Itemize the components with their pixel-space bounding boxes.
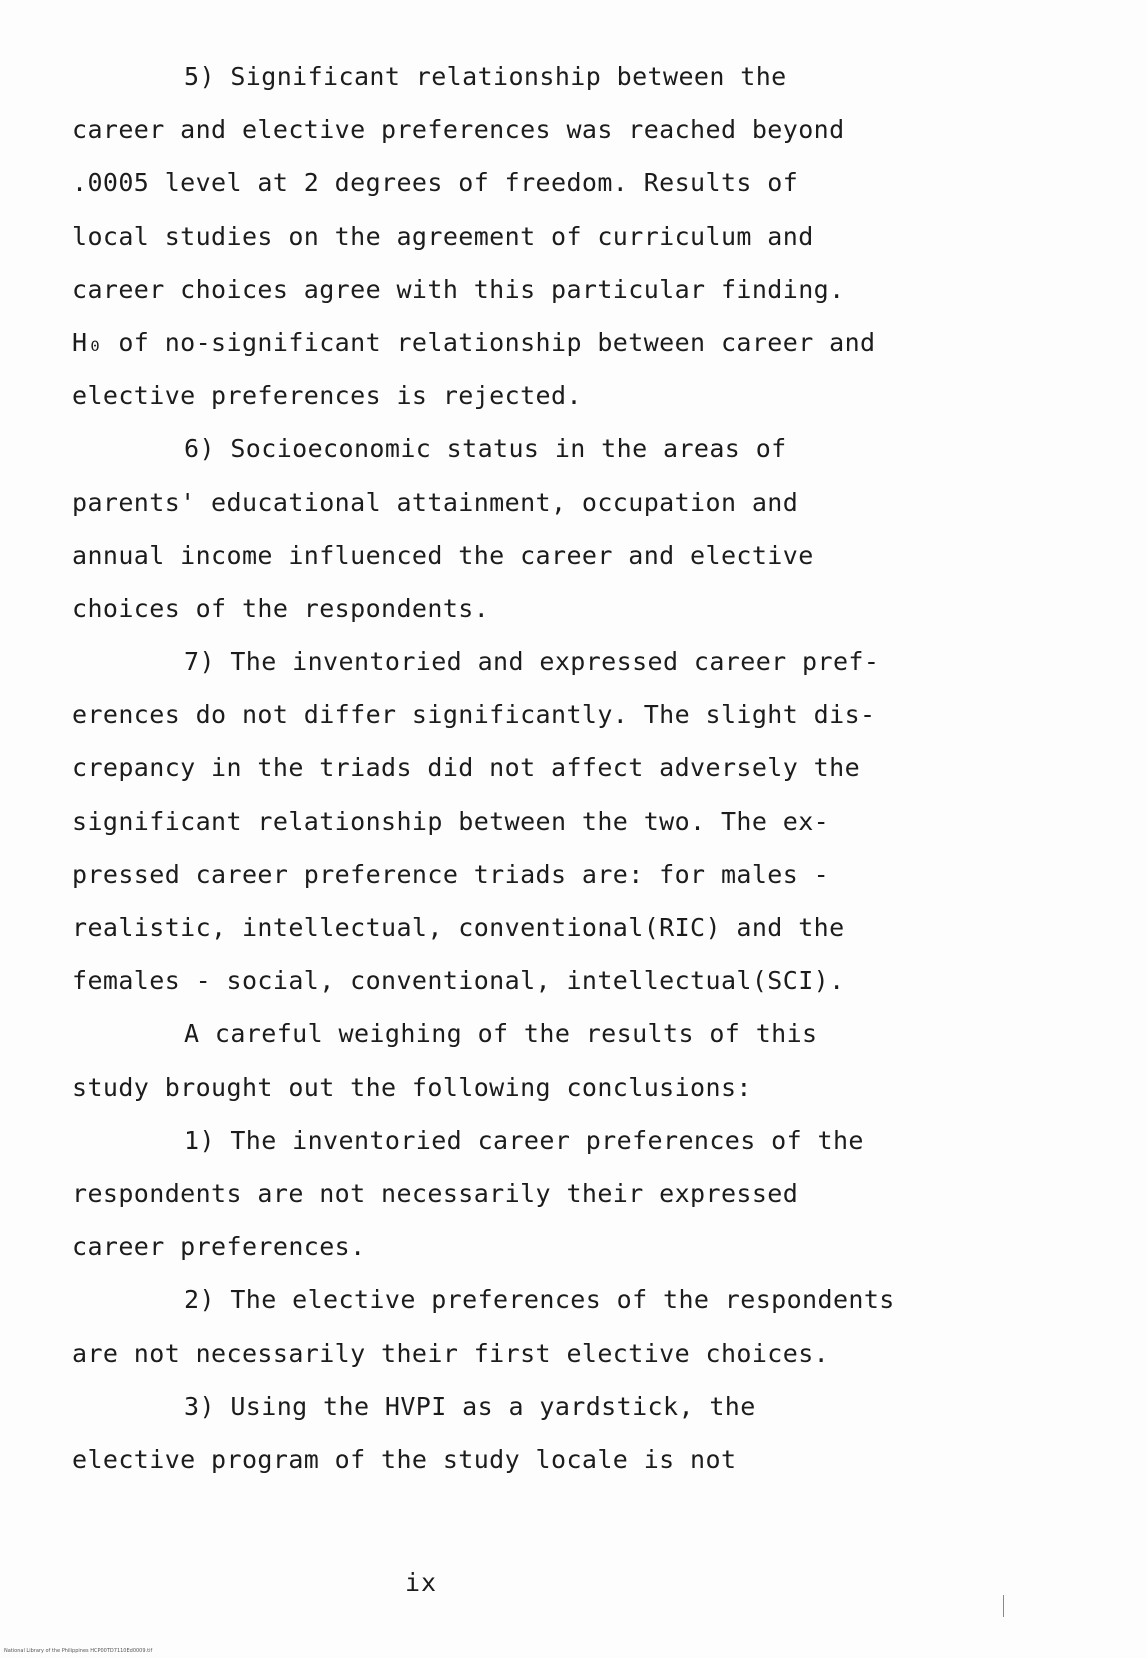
text-line: 7) The inventoried and expressed career pref- xyxy=(184,647,880,677)
text-line: erences do not differ significantly. The slight dis- xyxy=(72,700,876,730)
text-line: 3) Using the HVPI as a yardstick, the xyxy=(184,1391,756,1421)
text-line: 2) The elective preferences of the respondents xyxy=(184,1285,895,1315)
text-line: study brought out the following conclusions: xyxy=(72,1072,752,1102)
page-number: ix xyxy=(405,1568,438,1597)
text-line: realistic, intellectual, conventional(RIC) and the xyxy=(72,913,845,942)
text-line: annual income influenced the career and elective xyxy=(72,540,814,570)
text-line: career and elective preferences was reached beyond xyxy=(72,115,845,145)
text-line: 5) Significant relationship between the xyxy=(184,62,787,91)
text-line: career preferences. xyxy=(72,1232,366,1262)
body-text xyxy=(72,50,972,1486)
text-line: .0005 level at 2 degrees of freedom. Results of xyxy=(72,168,799,198)
text-line: crepancy in the triads did not affect adversely the xyxy=(72,753,861,783)
text-line: H₀ of no-significant relationship between career and xyxy=(72,327,876,357)
text-line: pressed career preference triads are: for males - xyxy=(72,859,830,889)
text-line: elective preferences is rejected. xyxy=(72,381,582,411)
text-line: females - social, conventional, intellectual(SCI). xyxy=(72,966,845,996)
text-line: elective program of the study locale is not xyxy=(72,1444,737,1474)
text-line: significant relationship between the two. The ex- xyxy=(72,806,830,836)
text-line: choices of the respondents. xyxy=(72,593,490,623)
text-line: 1) The inventoried career preferences of the xyxy=(184,1125,864,1155)
text-line: career choices agree with this particular finding. xyxy=(72,274,845,304)
text-line: local studies on the agreement of curriculum and xyxy=(72,221,814,251)
scan-footer-text: National Library of the Philippines HCP00TD7110Ed0009.tif xyxy=(4,1648,153,1654)
scan-mark xyxy=(1003,1595,1004,1617)
text-line: parents' educational attainment, occupation and xyxy=(72,487,799,517)
text-line: A careful weighing of the results of this xyxy=(184,1019,818,1049)
text-line: respondents are not necessarily their expressed xyxy=(72,1178,799,1208)
text-line: are not necessarily their first elective choices. xyxy=(72,1338,830,1368)
text-line: 6) Socioeconomic status in the areas of xyxy=(184,434,787,464)
